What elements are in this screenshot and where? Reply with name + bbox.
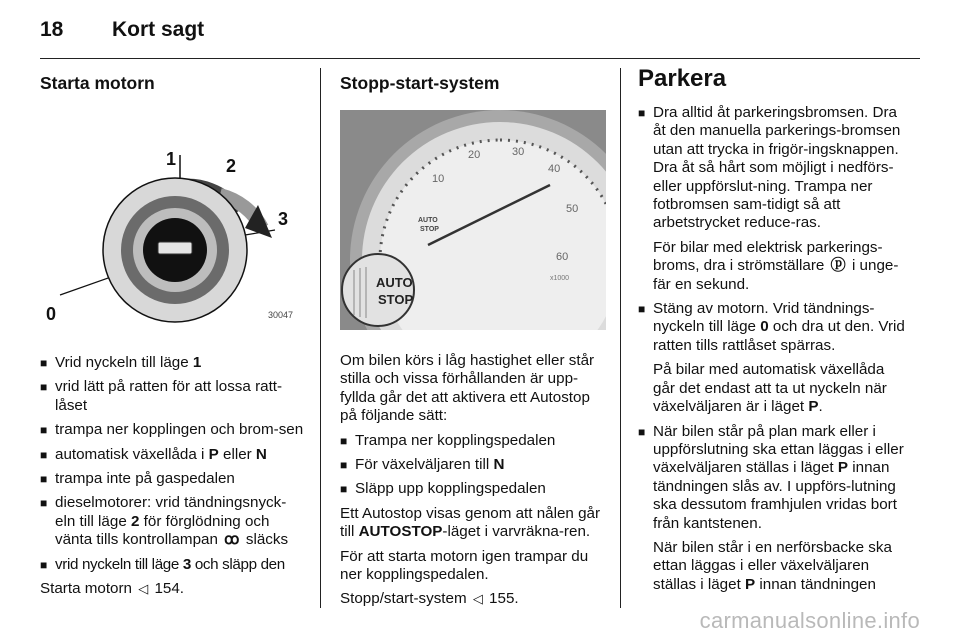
glow-plug-icon: ꝏ [224, 531, 240, 549]
page-header [40, 18, 204, 42]
column-divider-2 [620, 68, 621, 608]
ignition-figure [40, 110, 306, 326]
dial-number: 40 [548, 163, 561, 175]
list-item: ■ Stäng av motorn. Vrid tändnings-nyckeln till läge 0 och dra ut den. Vrid ratten tills rattlåset spärras. [638, 300, 908, 355]
page-ref-icon: ◁ [472, 591, 483, 607]
cross-reference[interactable]: Stopp/start-system ◁ 155. [340, 590, 519, 608]
tachometer-illustration [340, 110, 606, 330]
list-item: ■ Trampa ner kopplingspedalen [340, 432, 606, 450]
electric-brake-note: För bilar med elektrisk parkerings-broms, dra i strömställare ⓟ i unge-fär en sekund. [653, 238, 899, 293]
list-item: ■ trampa ner kopplingen och brom-sen [40, 421, 306, 439]
list-item: ■ När bilen står på plan mark eller i uppförslutning ska ettan läggas i eller växelväljaren ställas i läget P innan tändningen slås av. I uppförs-lutning ska dessutom framhjulen vridas bort från kantstenen. [638, 423, 908, 533]
watermark: carmanualsonline.info [699, 608, 920, 633]
autostop-indication: Ett Autostop visas genom att nålen går till AUTOSTOP-läget i varvräkna-ren. [340, 504, 601, 541]
page-title: Kort sagt [112, 18, 205, 41]
list-item: ■ Släpp upp kopplingspedalen [340, 480, 606, 498]
zoom-auto-label: AUTO [376, 275, 413, 290]
list-item: ■ trampa inte på gaspedalen [40, 470, 306, 488]
fig-label-2: 2 [226, 156, 237, 176]
cross-reference[interactable]: Starta motorn ◁ 154. [40, 580, 185, 598]
dial-number: 20 [468, 149, 481, 161]
list-item: ■ För växelväljaren till N [340, 456, 606, 474]
zoom-stop-label: STOP [378, 292, 414, 307]
column-divider-1 [320, 68, 321, 608]
column-stopp-start [340, 74, 606, 615]
dial-unit: x1000 [550, 275, 570, 282]
section-heading-stopp-start: Stopp-start-system [340, 73, 500, 93]
downhill-note: När bilen står i en nerförsbacke ska ettan läggas i eller växelväljaren ställas i läget P innan tändningen [653, 538, 892, 593]
page-number: 18 [40, 18, 64, 41]
parking-brake-switch-icon: ⓟ [830, 257, 846, 275]
fig-label-3: 3 [278, 209, 289, 229]
dial-stop-label: STOP [420, 226, 439, 233]
section-heading-parkera: Parkera [638, 65, 727, 92]
dial-auto-label: AUTO [418, 217, 438, 224]
list-item: ■ dieselmotorer: vrid tändningsnyck-eln till läge 2 för förglödning och vänta tills kontrollampan ꝏ släcks [40, 494, 306, 549]
list-item: ■ Dra alltid åt parkeringsbromsen. Dra åt den manuella parkerings-bromsen utan att trycka in frigör-ingsknappen. Dra åt så hårt som möjligt i nedförs- eller uppförslut-ning. Trampa ner fotbromsen sam-tidigt så att arbetstrycket reduce-ras. [638, 104, 908, 233]
autostop-steps-list [340, 432, 606, 499]
dial-number: 10 [432, 173, 445, 185]
column-starta-motorn [40, 74, 306, 604]
header-rule [40, 58, 920, 59]
list-item: ■ vrid nyckeln till läge 3 och släpp den [40, 556, 306, 574]
fig-code: 30047 [268, 310, 294, 320]
automatic-gearbox-note: På bilar med automatisk växellåda går det endast att ta ut nyckeln när växelväljaren är i läget P. [653, 361, 887, 416]
section-heading-starta-motorn: Starta motorn [40, 73, 155, 93]
dial-number: 60 [556, 251, 569, 263]
list-item: ■ vrid lätt på ratten för att lossa ratt-låset [40, 378, 306, 415]
column-parkera [638, 65, 908, 600]
stopp-start-intro: Om bilen körs i låg hastighet eller står stilla och vissa förhållanden är upp-fyllda går det att aktivera ett Autostop på följande sätt: [340, 352, 595, 425]
restart-instruction: För att starta motorn igen trampar du ner kopplingspedalen. [340, 547, 589, 584]
ignition-lock-illustration [40, 110, 306, 326]
parking-steps-list [638, 104, 908, 233]
start-steps-list [40, 354, 306, 574]
dial-number: 50 [566, 203, 579, 215]
fig-label-0: 0 [46, 304, 57, 324]
tachometer-figure [340, 110, 606, 330]
page-ref-icon: ◁ [138, 581, 149, 597]
dial-number: 30 [512, 146, 525, 158]
list-item: ■ automatisk växellåda i P eller N [40, 446, 306, 464]
list-item: ■ Vrid nyckeln till läge 1 [40, 354, 306, 372]
fig-label-1: 1 [166, 149, 177, 169]
